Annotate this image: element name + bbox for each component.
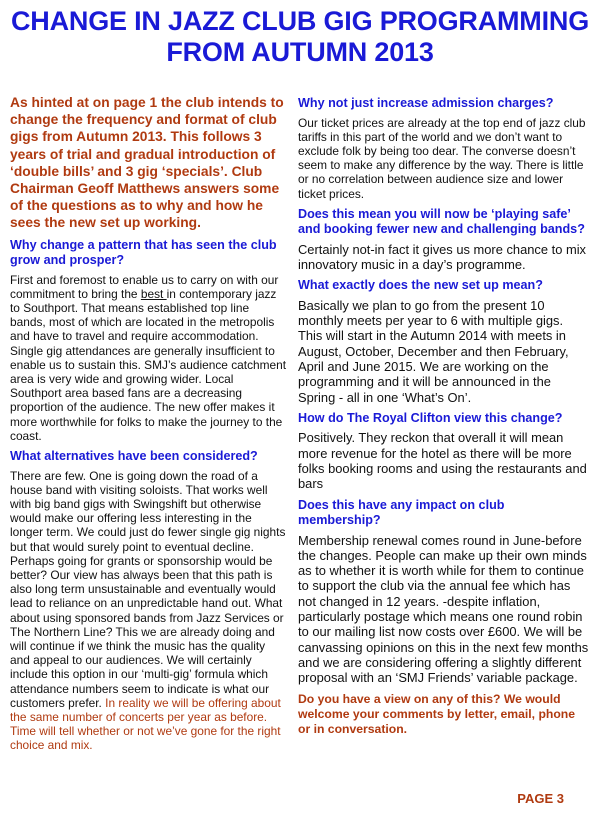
right-column: [298, 94, 590, 737]
question-playing-safe: Does this mean you will now be ‘playing safe’ and booking fewer new and challenging bands?: [298, 206, 585, 237]
contact-invitation: Do you have a view on any of this? We would welcome your comments by letter, email, phone or in conversation.: [298, 691, 576, 736]
answer-royal-clifton: Positively. They reckon that overall it will mean more revenue for the hotel as there will be more folks booking rooms and using the restaurants and bars: [298, 430, 587, 492]
page-number: PAGE 3: [517, 791, 564, 806]
answer-why-change-part1: First and foremost to enable us to carry on with our commitment to bring the: [10, 272, 279, 301]
answer-admission-charges: Our ticket prices are already at the top end of jazz club tariffs in this part of the world and we don’t want to exclude folk by being too dear. The converse doesn’t seem to make any difference by the way. There is little or no correlation between audience size and lower ticket prices.: [298, 115, 586, 201]
answer-why-change-part2: in contemporary jazz to Southport. That means established top line bands, most of which are located in the metropolis and have to travel and require accommodation. Single gig attendances are generally insufficient to enable us to sustain this. SMJ’s audience catchment area is very wide and growing wider. Local Southport area based fans are a decreasing proportion of the audience. The new offer makes it more worthwhile for folks to make the journey to the coast.: [10, 286, 287, 443]
page-title: [0, 6, 600, 68]
answer-alternatives: [10, 469, 288, 753]
question-membership: Does this have any impact on club membership?: [298, 497, 505, 528]
question-admission-charges: Why not just increase admission charges?: [298, 96, 554, 110]
answer-alternatives-text: There are few. One is going down the road of a house band with visiting soloists. That works well with big band gigs with Swingshift but otherwise would make our offering less interesting in the longer term. We could just do fewer single gig nights but that would surely point to eventual decline. Perhaps going for grants or sponsorship would be better? Our view has always been that this path is also long term unsustainable and eventually would lead to reliance on an unpredictable hand out. What about using sponsored bands from Jazz Services or The Northern Line? This we are already doing and will continue if we think the music has the quality and appeal to our audiences. We will certainly include this option in our ‘multi-gig’ formula which attendance numbers seem to indicate is what our customers prefer.: [10, 468, 286, 710]
answer-why-change: [10, 273, 288, 443]
answer-new-setup: Basically we plan to go from the present 10 monthly meets per year to 6 with multiple gigs. This will start in the Autumn 2014 with meets in August, October, December and then February, April and June 2015. We are working on the programming and it will be announced in the Spring - all in one ‘What’s On’.: [298, 297, 569, 405]
left-column: [10, 94, 288, 753]
answer-alternatives-highlight: In reality we will be offering about the same number of concerts per year as before. Time will tell whether or not we’ve gone for the right choice and mix.: [10, 695, 281, 753]
question-new-setup: What exactly does the new set up mean?: [298, 278, 543, 293]
question-why-change: Why change a pattern that has seen the club grow and prosper?: [10, 237, 277, 268]
answer-playing-safe: Certainly not-in fact it gives us more chance to mix innovatory music in a day’s programme.: [298, 241, 587, 273]
intro-paragraph: As hinted at on page 1 the club intends to change the frequency and format of club gigs from Autumn 2013. This follows 3 years of trial and gradual introduction of ‘double bills’ and 3 gig ‘specials’. Club Chairman Geoff Matthews answers some of the questions as to why and how he sees the new set up working.: [10, 95, 284, 231]
answer-why-change-underlined: best: [140, 286, 167, 301]
title-line-2: FROM AUTUMN 2013: [166, 37, 434, 67]
answer-membership: Membership renewal comes round in June-before the changes. People can make up their own minds as to whether it is worth while for them to continue to support the club via the annual fee which has not changed in 12 years. -despite inflation, particularly postage which means one round robin to our mailing list now costs over £600. We will be canvassing opinions on this in the next few months and we are considering offering a slightly different proposal with an ‘SMJ Friends’ variable package.: [298, 532, 589, 686]
question-alternatives: What alternatives have been considered?: [10, 449, 258, 464]
question-royal-clifton: How do The Royal Clifton view this change?: [298, 410, 563, 425]
title-line-1: CHANGE IN JAZZ CLUB GIG PROGRAMMING: [11, 6, 589, 36]
